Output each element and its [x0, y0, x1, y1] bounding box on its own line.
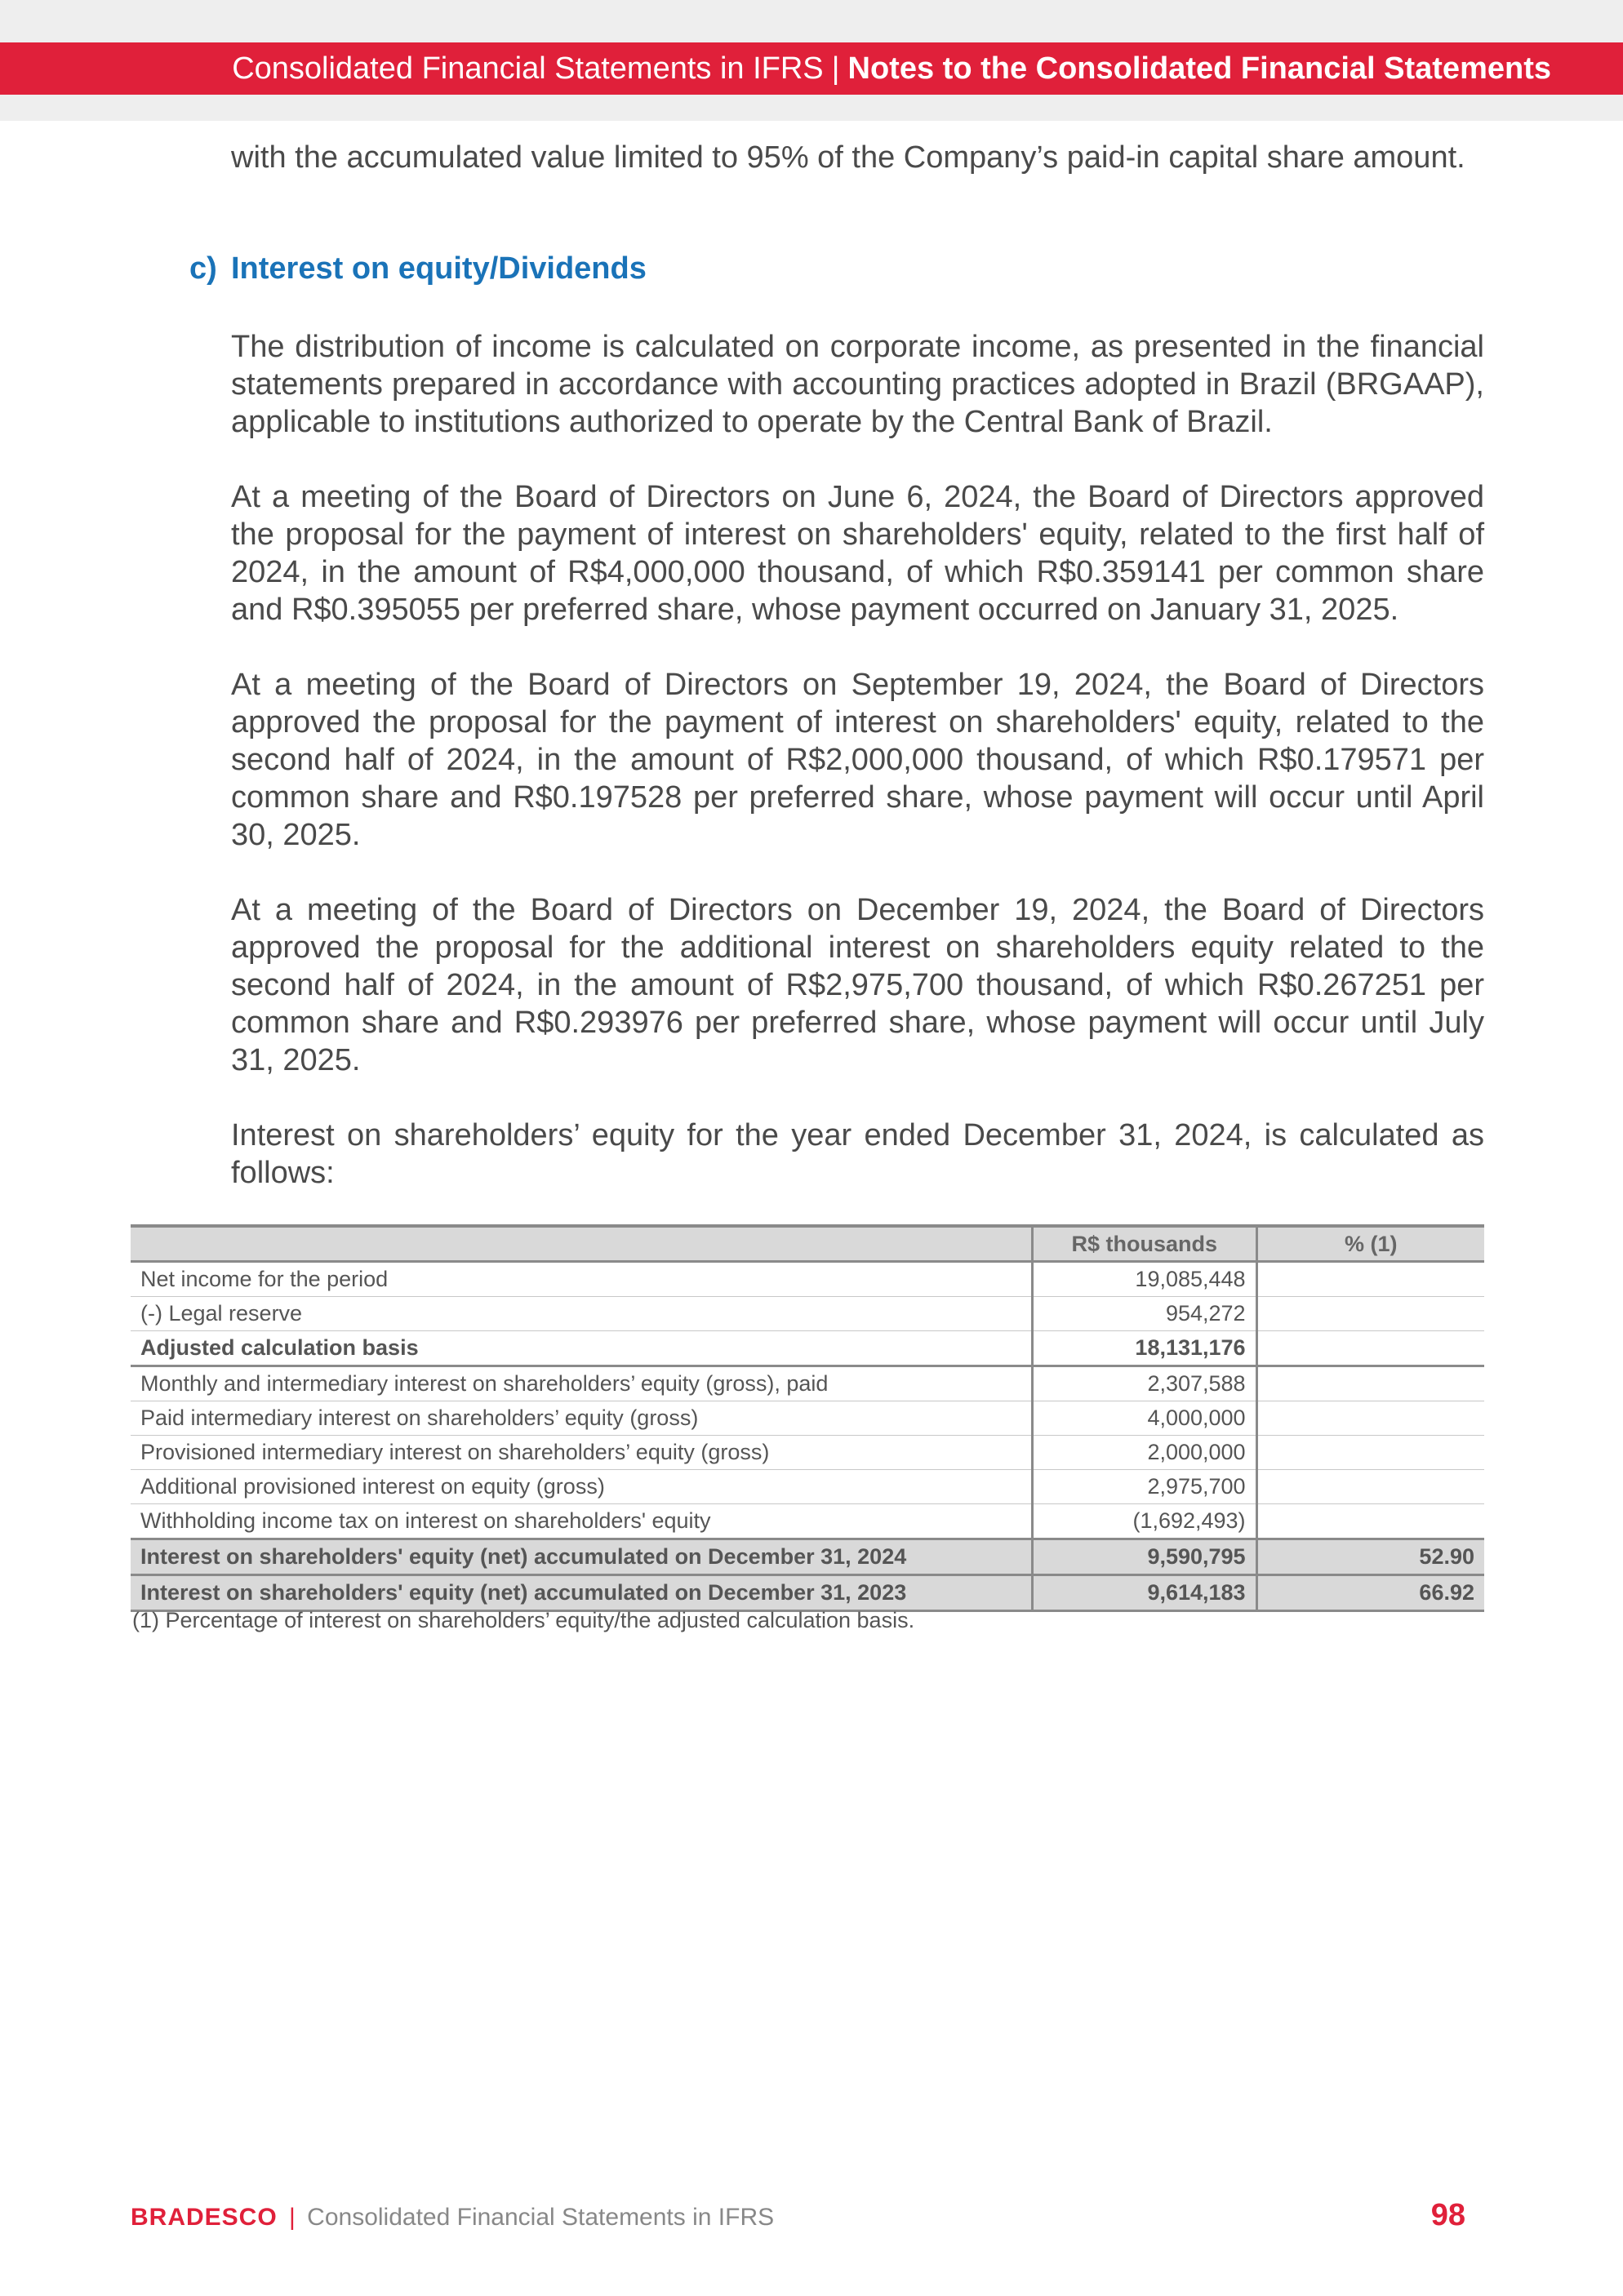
row-percent — [1256, 1504, 1484, 1539]
table-row — [131, 1470, 1484, 1504]
table-row — [131, 1297, 1484, 1331]
row-value: 2,975,700 — [1033, 1470, 1257, 1504]
table-header-row — [131, 1226, 1484, 1262]
row-percent — [1256, 1366, 1484, 1401]
row-label: Monthly and intermediary interest on shareholders’ equity (gross), paid — [131, 1366, 1033, 1401]
table-footnote: (1) Percentage of interest on shareholders’ equity/the adjusted calculation basis. — [132, 1608, 915, 1632]
section-heading — [189, 251, 647, 286]
intro-paragraph: with the accumulated value limited to 95% of the Company’s paid-in capital share amount. — [231, 140, 1465, 175]
column-header-label — [131, 1226, 1033, 1262]
page-number: 98 — [1430, 2198, 1465, 2232]
section-title: Interest on equity/Dividends — [231, 251, 647, 286]
paragraph-distribution: The distribution of income is calculated on corporate income, as presented in the financial statements prepared in accordance with accounting practices adopted in Brazil (BRGAAP), applicable to institutions authorized to operate by the Central Bank of Brazil. — [231, 330, 1484, 439]
row-value: 19,085,448 — [1033, 1262, 1257, 1297]
section-letter: c) — [189, 251, 217, 286]
header-title-bold: Notes to the Consolidated Financial Statements — [847, 51, 1551, 86]
header-title-regular: Consolidated Financial Statements in IFRS — [232, 51, 824, 86]
row-label: Additional provisioned interest on equity (gross) — [131, 1470, 1033, 1504]
page-header — [0, 42, 1623, 95]
row-percent — [1256, 1331, 1484, 1366]
row-label: Adjusted calculation basis — [131, 1331, 1033, 1366]
row-percent — [1256, 1436, 1484, 1470]
column-header-amount: R$ thousands — [1033, 1226, 1257, 1262]
row-label: Net income for the period — [131, 1262, 1033, 1297]
page-footer — [131, 2204, 774, 2232]
row-percent: 66.92 — [1256, 1575, 1484, 1611]
row-value: 2,000,000 — [1033, 1436, 1257, 1470]
table-row — [131, 1504, 1484, 1539]
paragraph-calculation-intro: Interest on shareholders’ equity for the year ended December 31, 2024, is calculated as follows: — [231, 1118, 1484, 1190]
row-value: (1,692,493) — [1033, 1504, 1257, 1539]
table-row — [131, 1436, 1484, 1470]
row-value: 9,614,183 — [1033, 1575, 1257, 1611]
paragraph-september-meeting: At a meeting of the Board of Directors on September 19, 2024, the Board of Directors approved the proposal for the payment of interest on shareholders' equity, related to the second half of 2024, in the amount of R$2,000,000 thousand, of which R$0.179571 per common share and R$0.197528 per preferred share, whose payment will occur until April 30, 2025. — [231, 668, 1484, 852]
table-row-subtotal — [131, 1331, 1484, 1366]
table-row — [131, 1401, 1484, 1436]
row-label: (-) Legal reserve — [131, 1297, 1033, 1331]
paragraph-december-meeting: At a meeting of the Board of Directors on December 19, 2024, the Board of Directors approved the proposal for the additional interest on shareholders equity related to the second half of 2024, in the amount of R$2,975,700 thousand, of which R$0.267251 per common share and R$0.293976 per preferred share, whose payment will occur until July 31, 2025. — [231, 893, 1484, 1077]
row-percent — [1256, 1401, 1484, 1436]
row-percent: 52.90 — [1256, 1539, 1484, 1575]
row-value: 18,131,176 — [1033, 1331, 1257, 1366]
column-header-percent: % (1) — [1256, 1226, 1484, 1262]
table-row-total-2024 — [131, 1539, 1484, 1575]
row-value: 2,307,588 — [1033, 1366, 1257, 1401]
table-row — [131, 1366, 1484, 1401]
interest-on-equity-table — [131, 1224, 1484, 1612]
row-label: Provisioned intermediary interest on shareholders’ equity (gross) — [131, 1436, 1033, 1470]
table-row — [131, 1262, 1484, 1297]
footer-brand: BRADESCO — [131, 2204, 278, 2231]
table-row-total-2023 — [131, 1575, 1484, 1611]
row-label: Interest on shareholders' equity (net) accumulated on December 31, 2023 — [131, 1575, 1033, 1611]
row-value: 4,000,000 — [1033, 1401, 1257, 1436]
row-value: 9,590,795 — [1033, 1539, 1257, 1575]
row-percent — [1256, 1297, 1484, 1331]
footer-text: Consolidated Financial Statements in IFRS — [307, 2204, 775, 2231]
row-label: Withholding income tax on interest on shareholders' equity — [131, 1504, 1033, 1539]
paragraph-june-meeting: At a meeting of the Board of Directors on June 6, 2024, the Board of Directors approved the proposal for the payment of interest on shareholders' equity, related to the first half of 2024, in the amount of R$4,000,000 thousand, of which R$0.359141 per common share and R$0.395055 per preferred share, whose payment occurred on January 31, 2025. — [231, 480, 1484, 627]
header-separator: | — [831, 51, 840, 86]
row-value: 954,272 — [1033, 1297, 1257, 1331]
footer-separator: | — [289, 2204, 296, 2231]
row-percent — [1256, 1262, 1484, 1297]
row-label: Paid intermediary interest on shareholders’ equity (gross) — [131, 1401, 1033, 1436]
row-label: Interest on shareholders' equity (net) accumulated on December 31, 2024 — [131, 1539, 1033, 1575]
row-percent — [1256, 1470, 1484, 1504]
